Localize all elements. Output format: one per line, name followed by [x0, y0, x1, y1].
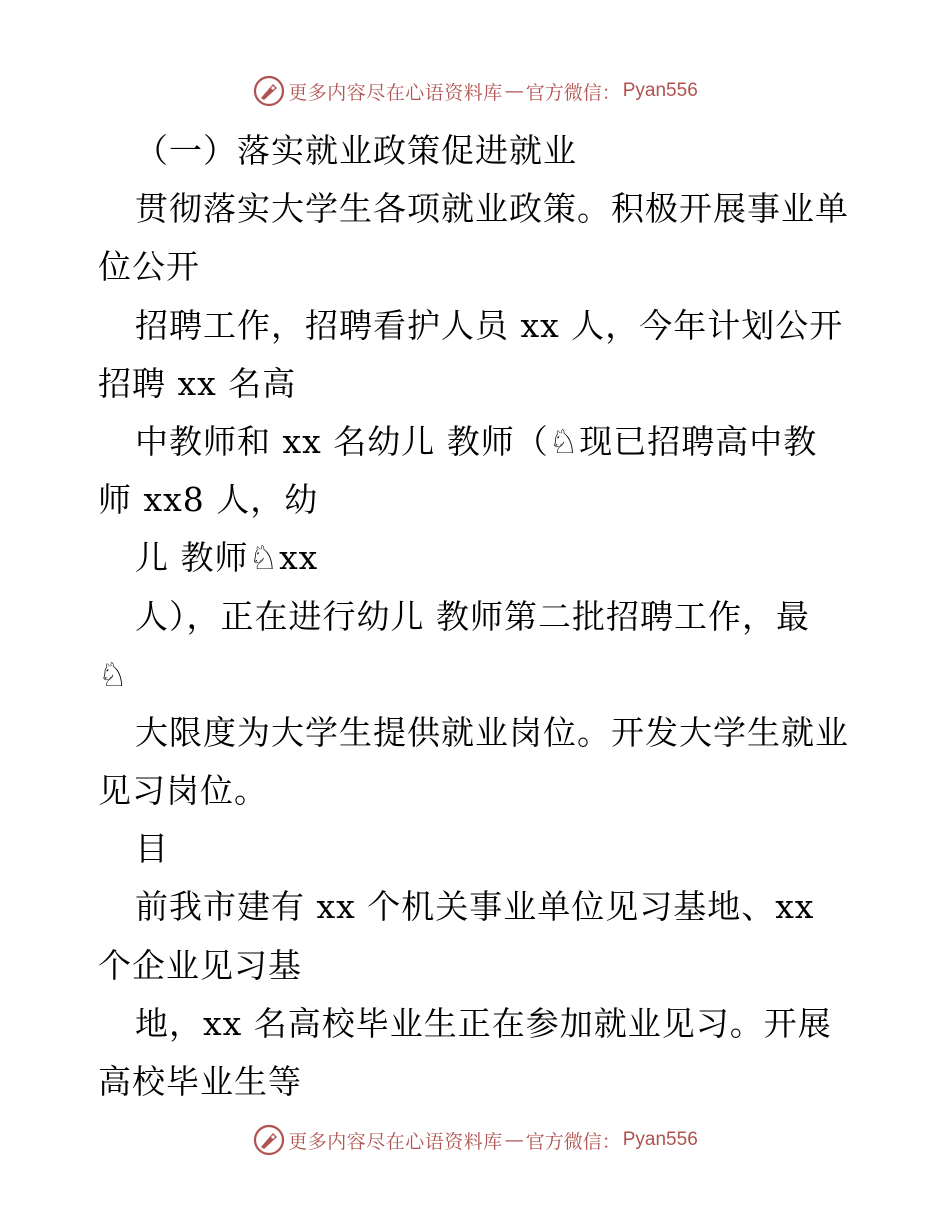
watermark-brand: 更多内容尽在心语资料库: [288, 81, 503, 104]
body-line: ♘: [98, 654, 129, 694]
body-line: 见习岗位。: [98, 771, 268, 811]
body-line: 儿 教师♘xx: [135, 538, 319, 578]
pen-nib-logo-icon: [252, 1123, 286, 1157]
body-line: 位公开: [98, 247, 200, 287]
pen-nib-logo-icon: [252, 74, 286, 108]
section-heading: （一）落实就业政策促进就业: [135, 131, 577, 170]
body-line: 目: [135, 829, 169, 869]
watermark-label: 官方微信：: [525, 81, 621, 104]
body-line: 师 xx8 人，幼: [98, 480, 319, 520]
footer-watermark: [0, 1122, 950, 1158]
body-line: 高校毕业生等: [98, 1062, 302, 1101]
body-line: 中教师和 xx 名幼儿 教师（♘现已招聘高中教: [135, 421, 818, 461]
header-watermark: [0, 73, 950, 109]
body-line: 招聘工作，招聘看护人员 xx 人，今年计划公开: [135, 305, 844, 345]
body-line: 地，xx 名高校毕业生正在参加就业见习。开展: [135, 1003, 832, 1043]
body-line: 人），正在进行幼儿 教师第二批招聘工作，最: [135, 596, 810, 636]
watermark-wechat-id: Pyan556: [622, 80, 698, 101]
body-line: 个企业见习基: [98, 945, 302, 985]
watermark-label: 官方微信：: [525, 1130, 621, 1153]
watermark-wechat-id: Pyan556: [622, 1129, 698, 1150]
body-line: 招聘 xx 名高: [98, 363, 297, 403]
watermark-dash: —: [504, 80, 524, 102]
body-line: 贯彻落实大学生各项就业政策。积极开展事业单: [135, 189, 849, 229]
body-line: 大限度为大学生提供就业岗位。开发大学生就业: [135, 712, 849, 752]
watermark-dash: —: [504, 1129, 524, 1151]
watermark-brand: 更多内容尽在心语资料库: [288, 1130, 503, 1153]
body-line: 前我市建有 xx 个机关事业单位见习基地、xx: [135, 887, 815, 927]
document-body: [98, 122, 868, 1111]
